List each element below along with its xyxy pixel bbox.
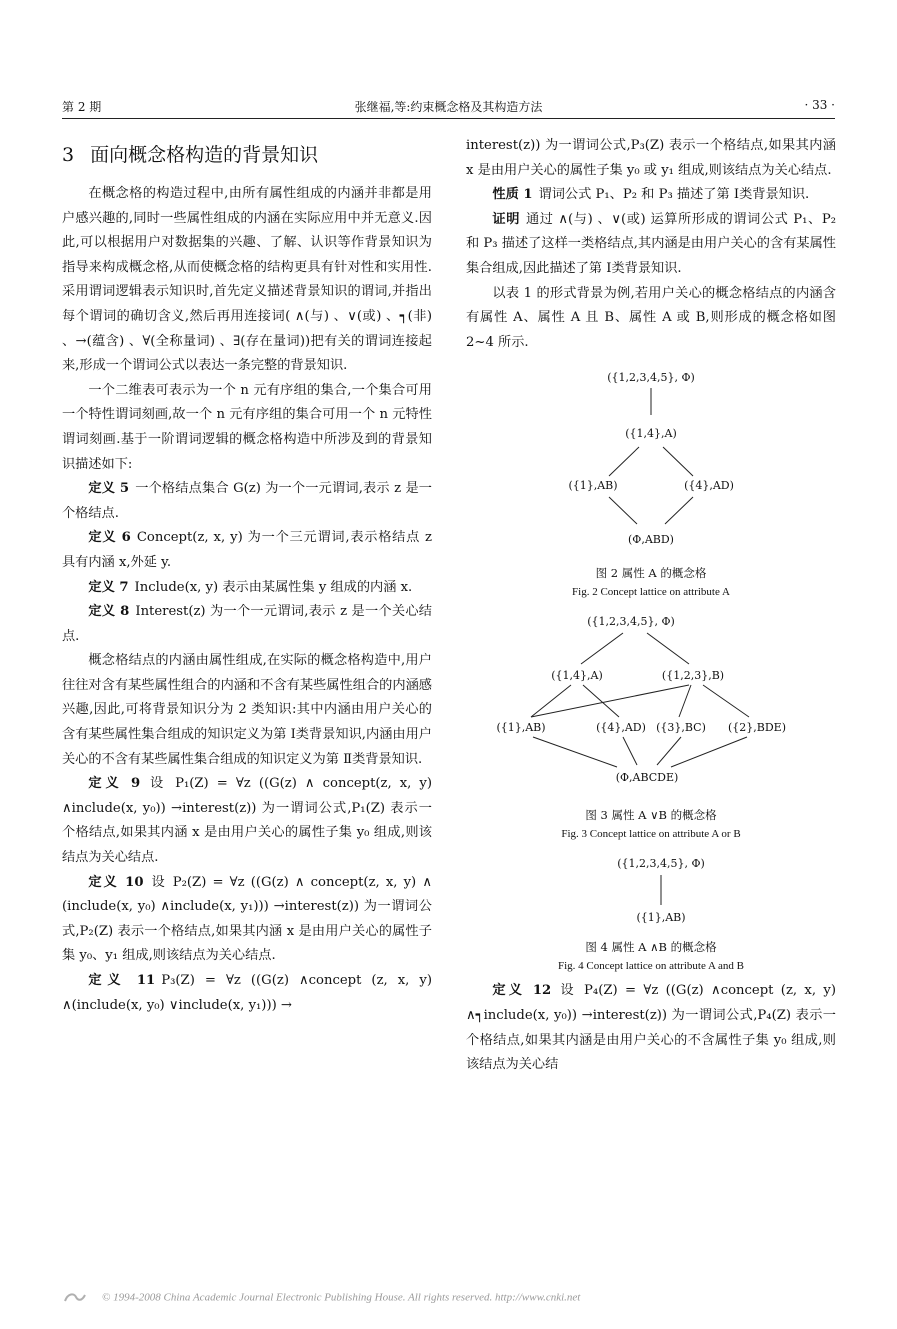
figure-caption-cn: 图 3 属性 A ∨B 的概念格 bbox=[585, 808, 717, 823]
copyright-footer bbox=[62, 1291, 580, 1305]
proof bbox=[466, 208, 836, 282]
definition-12 bbox=[466, 979, 836, 1077]
definition-label: 定义 12 bbox=[492, 983, 552, 999]
definition-7 bbox=[62, 576, 432, 601]
lattice-edge bbox=[623, 737, 637, 765]
lattice-node: ({2},BDE) bbox=[727, 721, 787, 735]
lattice-edge bbox=[671, 737, 747, 767]
property-label: 性质 1 bbox=[492, 187, 533, 203]
cnki-logo-icon bbox=[62, 1291, 88, 1305]
paragraph-intro: 在概念格的构造过程中,由所有属性组成的内涵并非都是用户感兴趣的,同时一些属性组成的内涵在实际应用中并无意义.因此,可以根据用户对数据集的兴趣、了解、认识等作背景知识为指导来构成概念格,从而使概念格的结构更具有针对性和实用性.采用谓词逻辑表示知识时,首先定义描述背景知识的谓词,并指出每个谓词的确切含义,然后再用连接词( ∧(与) 、∨(或) 、┑(非) 、→(蕴含) 、∀(全称量词) 、∃(存在量词))把有关的谓词连接起来,形成一个谓词公式以表达一条完整的背景知识. bbox=[62, 186, 432, 374]
definition-label: 定义 7 bbox=[88, 579, 129, 595]
lattice-edge bbox=[609, 497, 637, 524]
running-header bbox=[62, 96, 835, 119]
lattice-node: ({1},AB) bbox=[496, 721, 546, 735]
lattice-edge bbox=[663, 447, 693, 476]
lattice-node: ({1,4},A) bbox=[551, 669, 603, 683]
lattice-node: ({1,2,3,4,5}, Φ) bbox=[607, 371, 695, 385]
definition-text: 设 P₂(Z) = ∀z ((G(z) ∧ concept(z, x, y) ∧ (include(x, y₀) ∧include(x, y₁))) →interest(z)) 为一谓词公式,P₂(Z) 表示一个格结点,如果其内涵 x 是由用户关心的属性子集 y₀、y₁ 组成,则该结点为关心结点. bbox=[62, 874, 432, 964]
definition-label: 定义 8 bbox=[88, 604, 130, 620]
section-number: 3 bbox=[62, 144, 75, 166]
definition-label: 定义 6 bbox=[88, 530, 131, 546]
figure-caption-cn: 图 4 属性 A ∧B 的概念格 bbox=[585, 940, 717, 955]
paragraph-example: 以表 1 的形式背景为例,若用户关心的概念格结点的内涵含有属性 A、属性 A 且 B、属性 A 或 B,则形成的概念格如图 2~4 所示. bbox=[466, 285, 836, 350]
lattice-node: ({1,2,3,4,5}, Φ) bbox=[587, 615, 675, 629]
lattice-edge bbox=[665, 497, 693, 524]
proof-label: 证明 bbox=[492, 211, 520, 227]
definition-text: 设 P₄(Z) = ∀z ((G(z) ∧concept (z, x, y) ∧┑include(x, y₀)) →interest(z)) 为一谓词公式,P₄(Z) 表示一个格结点,如果其内涵是由用户关心的不含属性子集 y₀ 组成,则该结点为关心结 bbox=[466, 983, 837, 1073]
lattice-node: (Φ,ABCDE) bbox=[615, 771, 679, 785]
lattice-edge bbox=[703, 685, 749, 717]
lattice-node: ({4},AD) bbox=[684, 479, 734, 493]
copyright-text: © 1994-2008 China Academic Journal Electronic Publishing House. All rights reserved. http://www.cnki.net bbox=[102, 1291, 581, 1304]
definition-label: 定义 10 bbox=[88, 874, 144, 890]
lattice-edge bbox=[531, 685, 571, 717]
figure-4 bbox=[466, 851, 836, 975]
lattice-node: ({1},AB) bbox=[568, 479, 618, 493]
lattice-diagram-fig3 bbox=[481, 609, 821, 795]
figure-2 bbox=[466, 363, 836, 601]
paragraph-ntuple: 一个二维表可表示为一个 n 元有序组的集合,一个集合可用一个特性谓词刻画,故一个 n 元有序组的集合可用一个 n 元特性谓词刻画.基于一阶谓词逻辑的概念格构造中所涉及到的背景知识描述如下: bbox=[62, 382, 432, 472]
proof-text: 通过 ∧(与) 、∨(或) 运算所形成的谓词公式 P₁、P₂ 和 P₃ 描述了这样一类格结点,其内涵是由用户关心的含有某属性集合组成,因此描述了第 Ⅰ类背景知识. bbox=[466, 211, 837, 276]
lattice-node: ({1,2,3,4,5}, Φ) bbox=[617, 857, 705, 871]
lattice-edge bbox=[531, 685, 689, 717]
lattice-edge bbox=[583, 685, 619, 717]
definition-label: 定义 5 bbox=[88, 481, 130, 497]
lattice-diagram-fig2 bbox=[501, 363, 801, 553]
definition-label: 定义 11 bbox=[88, 973, 156, 988]
lattice-edge bbox=[647, 633, 689, 664]
lattice-diagram-fig4 bbox=[501, 851, 801, 927]
definition-text: P₃(Z) = ∀z ((G(z) ∧concept (z, x, y) ∧(include(x, y₀) ∨include(x, y₁))) → bbox=[62, 973, 432, 1013]
definition-5 bbox=[62, 477, 432, 526]
definition-label: 定义 9 bbox=[88, 776, 141, 792]
definition-text: 设 P₁(Z) = ∀z ((G(z) ∧ concept(z, x, y) ∧include(x, y₀)) →interest(z)) 为一谓词公式,P₁(Z) 表示一个格结点,如果其内涵 x 是由用户关心的属性子集 y₀ 组成,则该结点为关心结点. bbox=[62, 776, 432, 866]
lattice-node: ({1,2,3},B) bbox=[661, 669, 725, 683]
figure-caption-en: Fig. 2 Concept lattice on attribute A bbox=[572, 586, 730, 599]
running-title: 张继福,等:约束概念格及其构造方法 bbox=[354, 100, 543, 114]
figure-caption-cn: 图 2 属性 A 的概念格 bbox=[595, 566, 707, 581]
issue-number: 第 2 期 bbox=[62, 100, 102, 114]
right-column bbox=[466, 134, 836, 1078]
left-column bbox=[62, 134, 432, 1018]
property-1 bbox=[466, 183, 836, 208]
lattice-node: (Φ,ABD) bbox=[628, 533, 674, 547]
definition-9 bbox=[62, 772, 432, 870]
definition-11 bbox=[62, 969, 432, 1018]
lattice-edge bbox=[657, 737, 681, 765]
definition-text: 一个格结点集合 G(z) 为一个一元谓词,表示 z 是一个格结点. bbox=[62, 481, 432, 521]
lattice-node: ({1,4},A) bbox=[625, 427, 677, 441]
lattice-node: ({3},BC) bbox=[656, 721, 706, 735]
property-text: 谓词公式 P₁、P₂ 和 P₃ 描述了第 Ⅰ类背景知识. bbox=[538, 187, 810, 203]
paragraph-knowledge-types: 概念格结点的内涵由属性组成,在实际的概念格构造中,用户往往对含有某些属性组合的内涵和不含有某些属性组合的内涵感兴趣,因此,可将背景知识分为 2 类知识:其中内涵由用户关心的含有某些属性集合组成的知识定义为第 Ⅰ类背景知识,内涵由用户关心的不含有某些属性集合组成的知识定义为第 Ⅱ类背景知识. bbox=[62, 653, 432, 767]
figure-caption-en: Fig. 3 Concept lattice on attribute A or B bbox=[561, 828, 741, 841]
paragraph-continued: interest(z)) 为一谓词公式,P₃(Z) 表示一个格结点,如果其内涵 x 是由用户关心的属性子集 y₀ 或 y₁ 组成,则该结点为关心结点. bbox=[466, 138, 836, 178]
lattice-node: ({4},AD) bbox=[596, 721, 646, 735]
lattice-edge bbox=[581, 633, 623, 664]
definition-10 bbox=[62, 871, 432, 969]
lattice-edge bbox=[679, 685, 691, 717]
section-title: 面向概念格构造的背景知识 bbox=[90, 144, 319, 166]
figure-caption-en: Fig. 4 Concept lattice on attribute A and B bbox=[557, 960, 745, 973]
section-heading bbox=[62, 142, 432, 168]
definition-text: Include(x, y) 表示由某属性集 y 组成的内涵 x. bbox=[134, 579, 413, 595]
figure-3 bbox=[466, 609, 836, 843]
lattice-edge bbox=[533, 737, 617, 767]
page-number: · 33 · bbox=[804, 98, 835, 112]
lattice-node: ({1},AB) bbox=[636, 911, 686, 925]
definition-6 bbox=[62, 526, 432, 575]
definition-8 bbox=[62, 600, 432, 649]
definition-text: Interest(z) 为一个一元谓词,表示 z 是一个关心结点. bbox=[62, 604, 432, 644]
definition-text: Concept(z, x, y) 为一个三元谓词,表示格结点 z 具有内涵 x,外延 y. bbox=[62, 530, 432, 570]
lattice-edge bbox=[609, 447, 639, 476]
